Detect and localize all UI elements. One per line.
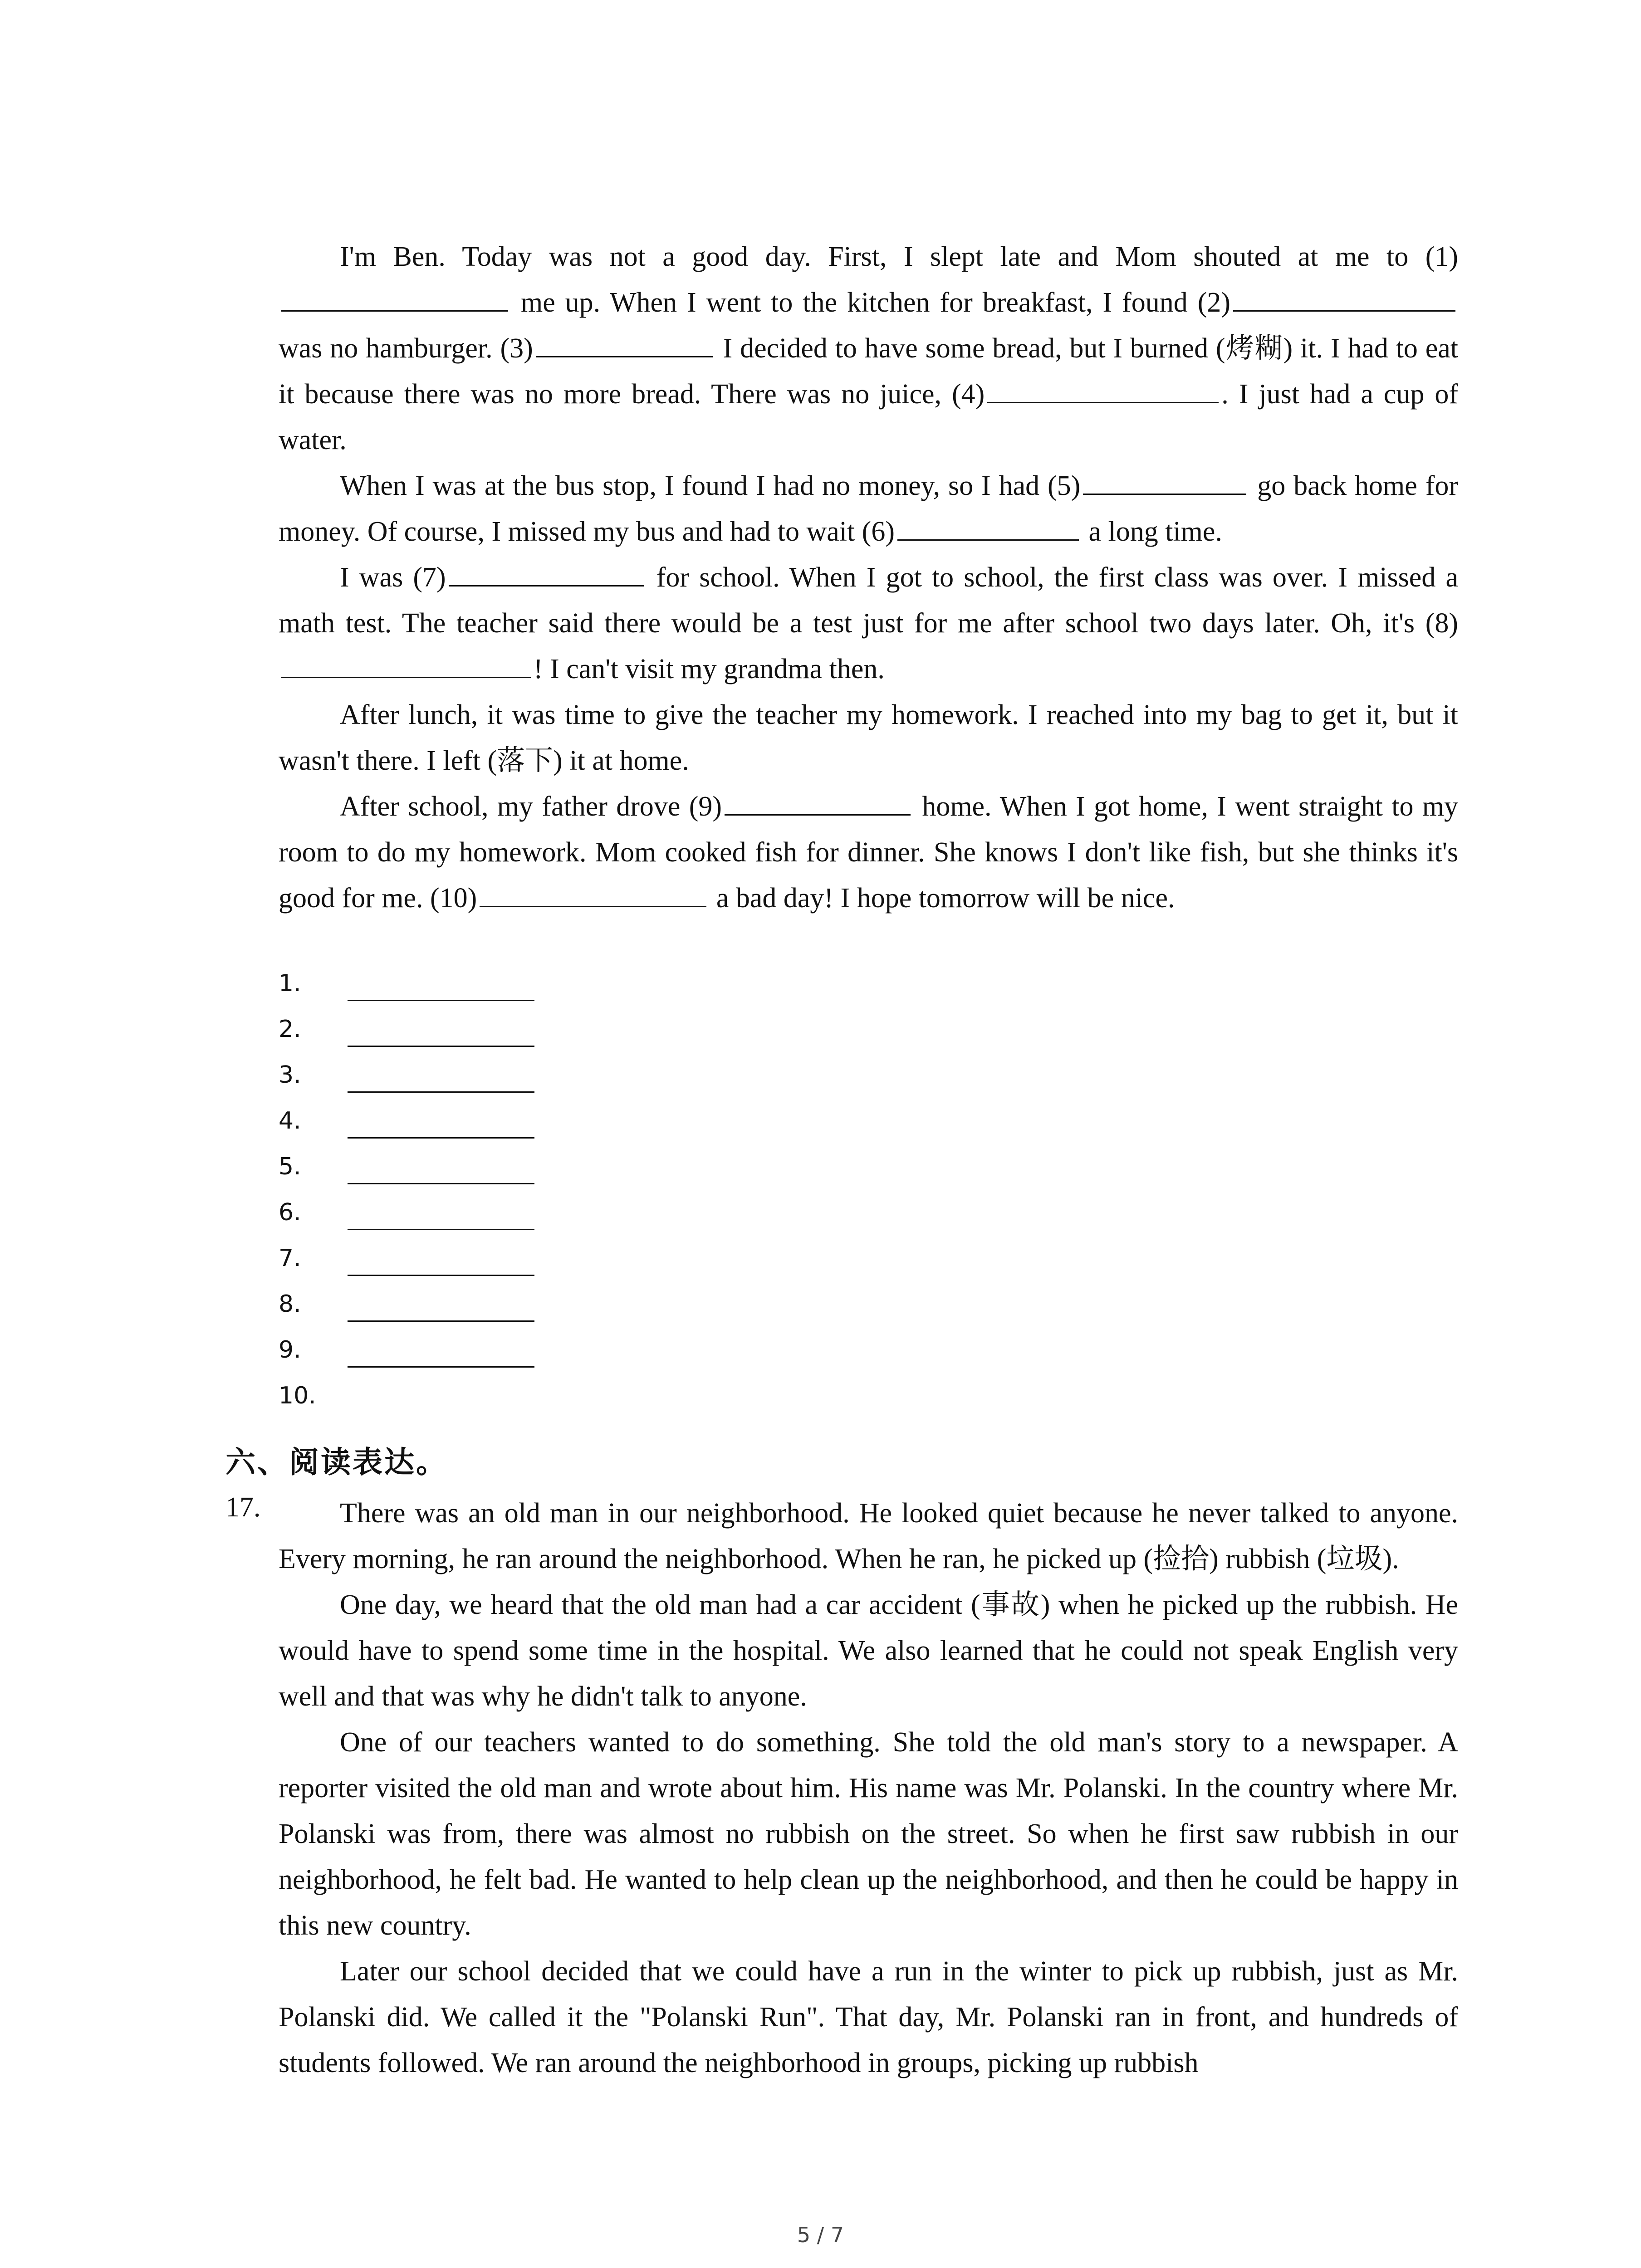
answer-number: 8. xyxy=(279,1290,301,1318)
answer-line[interactable] xyxy=(348,1320,534,1322)
cloze-paragraph-4: After lunch, it was time to give the teacher my homework. I reached into my bag to get it, but it wasn't there. I left (落下) it at home. xyxy=(279,699,1458,776)
blank-1[interactable] xyxy=(281,283,508,312)
cloze-text: a long time. xyxy=(1081,516,1222,547)
blank-8[interactable] xyxy=(281,650,531,678)
answer-line[interactable] xyxy=(348,1275,534,1276)
cloze-paragraph-3 xyxy=(279,555,1458,692)
cloze-text: a bad day! I hope tomorrow will be nice. xyxy=(709,883,1175,914)
reading-paragraph-1: There was an old man in our neighborhood. He looked quiet because he never talked to anyone. Every morning, he ran around the neighborhood. When he ran, he picked up (捡拾) rubbish (垃圾). xyxy=(279,1498,1458,1574)
answer-line[interactable] xyxy=(348,1229,534,1230)
answer-number: 1. xyxy=(279,970,301,997)
blank-4[interactable] xyxy=(987,375,1219,403)
blank-6[interactable] xyxy=(897,512,1079,541)
cloze-text: for school. When I got to school, the first class was over. I missed a math test. The teacher said there would be a test just for me after school two days later. Oh, it's (8) xyxy=(279,562,1458,639)
blank-9[interactable] xyxy=(725,787,911,816)
answer-line[interactable] xyxy=(348,1046,534,1047)
cloze-text: I'm Ben. Today was not a good day. First, I slept late and Mom shouted at me to (1) xyxy=(340,241,1458,272)
cloze-text: I was (7) xyxy=(340,562,446,593)
answer-number: 2. xyxy=(279,1016,301,1043)
cloze-paragraph-1 xyxy=(279,234,1458,463)
reading-paragraph-3: One of our teachers wanted to do something. She told the old man's story to a newspaper. A reporter visited the old man and wrote about him. His name was Mr. Polanski. In the country where Mr. Polanski was from, there was almost no rubbish on the street. So when he first saw rubbish in our neighborhood, he felt bad. He wanted to help clean up the neighborhood, and then he could be happy in this new country. xyxy=(279,1727,1458,1941)
answer-line[interactable] xyxy=(348,1366,534,1368)
cloze-text: . I just had a cup of water. xyxy=(279,379,1458,455)
reading-passage xyxy=(279,1491,1458,2086)
blank-5[interactable] xyxy=(1083,466,1246,495)
answer-line[interactable] xyxy=(348,1183,534,1184)
answer-number: 7. xyxy=(279,1245,301,1272)
cloze-text: go back home for money. Of course, I missed my bus and had to wait (6) xyxy=(279,470,1459,547)
answer-line[interactable] xyxy=(348,1091,534,1093)
answer-line[interactable] xyxy=(348,1000,534,1001)
cloze-text: I decided to have some bread, but I burned (烤糊) it. I had to eat it because there was no more bread. There was no juice, (4) xyxy=(279,333,1458,410)
answer-number: 10. xyxy=(279,1382,316,1409)
cloze-text: ! I can't visit my grandma then. xyxy=(534,654,885,684)
cloze-text: When I was at the bus stop, I found I had no money, so I had (5) xyxy=(340,470,1081,501)
cloze-paragraph-5 xyxy=(279,784,1458,921)
answer-number: 3. xyxy=(279,1061,301,1089)
blank-3[interactable] xyxy=(536,329,713,357)
blank-2[interactable] xyxy=(1233,283,1455,312)
cloze-text: home. When I got home, I went straight to my room to do my homework. Mom cooked fish for dinner. She knows I don't like fish, but she thinks it's good for me. (10) xyxy=(279,791,1458,914)
page-number: 5 / 7 xyxy=(797,2223,844,2247)
question-number: 17. xyxy=(225,1492,261,1523)
cloze-paragraph-2 xyxy=(279,463,1458,555)
section-heading: 六、阅读表达。 xyxy=(225,1445,448,1480)
reading-paragraph-2: One day, we heard that the old man had a car accident (事故) when he picked up the rubbish. He would have to spend some time in the hospital. We also learned that he could not speak English very well and that was why he didn't talk to anyone. xyxy=(279,1589,1458,1712)
answer-number: 6. xyxy=(279,1199,301,1226)
answer-line[interactable] xyxy=(348,1137,534,1139)
cloze-text: After school, my father drove (9) xyxy=(340,791,722,822)
reading-paragraph-4: Later our school decided that we could have a run in the winter to pick up rubbish, just as Mr. Polanski did. We called it the "Polanski Run". That day, Mr. Polanski ran in front, and hundreds of students followed. We ran around the neighborhood in groups, picking up rubbish xyxy=(279,1956,1458,2078)
cloze-text: me up. When I went to the kitchen for breakfast, I found (2) xyxy=(511,287,1230,318)
cloze-text: was no hamburger. (3) xyxy=(279,333,533,364)
blank-7[interactable] xyxy=(449,558,644,587)
cloze-passage xyxy=(279,234,1458,921)
answer-number: 5. xyxy=(279,1153,301,1180)
answer-number: 9. xyxy=(279,1336,301,1364)
answer-number: 4. xyxy=(279,1107,301,1134)
blank-10[interactable] xyxy=(480,879,706,907)
